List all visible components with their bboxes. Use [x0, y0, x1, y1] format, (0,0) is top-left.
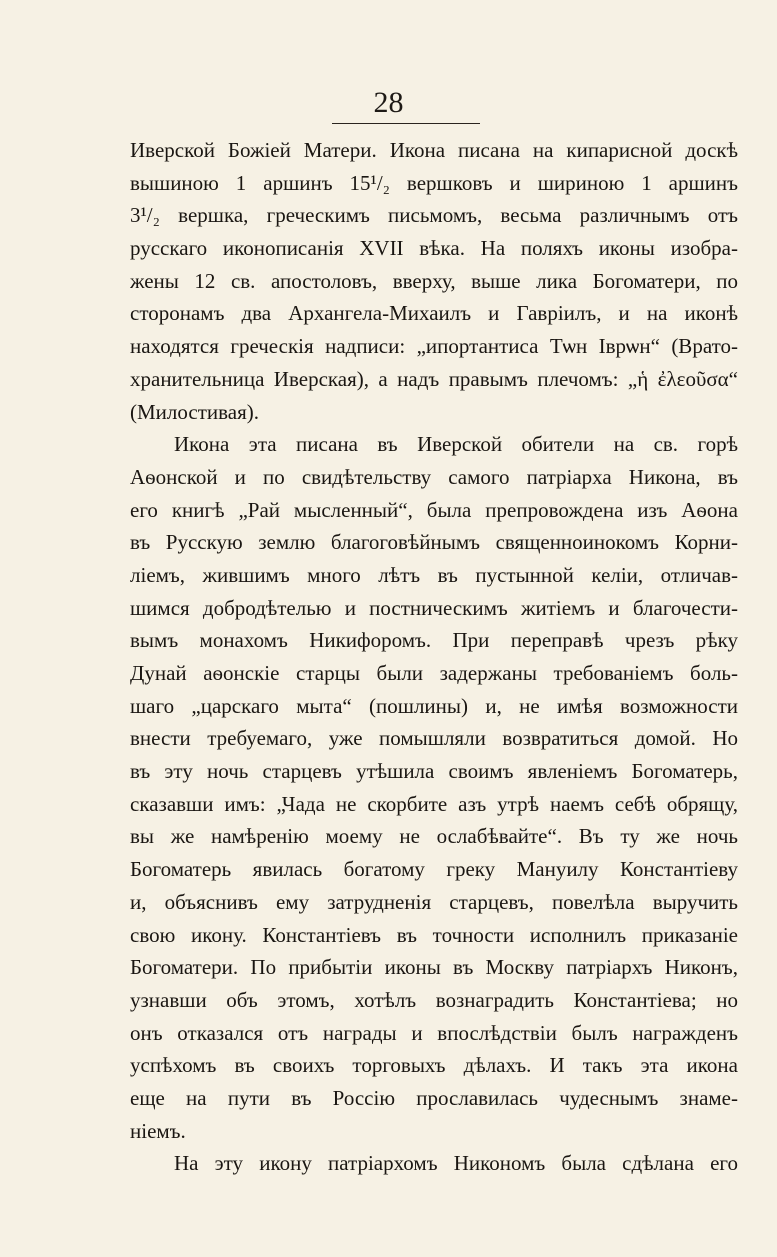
text-line: Дунай аѳонскіе старцы были задержаны требованіемъ боль-: [130, 661, 738, 685]
text-line: Богоматери. По прибытіи иконы въ Москву патріархъ Никонъ,: [130, 955, 738, 980]
text-line: шимся добродѣтелью и постническимъ житіемъ и благочести-: [130, 595, 738, 620]
text-line: 3¹/₂ вершка, греческимъ письмомъ, весьма различнымъ отъ: [130, 203, 738, 228]
text-line: хранительница Иверская), а надъ правымъ плечомъ: „ἡ ἐλεοῦσα“: [130, 366, 738, 391]
page-number: 28: [373, 86, 404, 119]
text-line: еще на пути въ Россію прославилась чудеснымъ знаме-: [130, 1085, 738, 1110]
text-line: Икона эта писана въ Иверской обители на св. горѣ: [174, 432, 738, 457]
text-line: вымъ монахомъ Никифоромъ. При переправѣ чрезъ рѣку: [130, 628, 738, 653]
text-line: Богоматерь явилась богатому греку Мануилу Константіеву: [130, 857, 738, 882]
text-line: сторонамъ два Архангела-Михаилъ и Гавріилъ, и на иконѣ: [130, 301, 738, 326]
text-line: вышиною 1 аршинъ 15¹/₂ вершковъ и шириною 1 аршинъ: [130, 170, 738, 195]
text-line: находятся греческія надписи: „ипортантиса Тѡн Іврѡн“ (Врато-: [130, 334, 738, 359]
text-line: въ эту ночь старцевъ утѣшила своимъ явленіемъ Богоматерь,: [130, 759, 738, 784]
text-line: вы же намѣренію моему не ослабѣвайте“. Въ ту же ночь: [130, 824, 738, 849]
text-line: успѣхомъ въ своихъ торговыхъ дѣлахъ. И такъ эта икона: [130, 1053, 738, 1078]
text-line: свою икону. Константіевъ въ точности исполнилъ приказаніе: [130, 922, 738, 947]
text-line: русскаго иконописанія XVII вѣка. На поляхъ иконы изобра-: [130, 236, 738, 261]
text-line: сказавши имъ: „Чада не скорбите азъ утрѣ наемъ себѣ обрящу,: [130, 791, 738, 816]
text-line: внести требуемаго, уже помышляли возвратиться домой. Но: [130, 726, 738, 751]
text-line: На эту икону патріархомъ Никономъ была сдѣлана его: [174, 1151, 738, 1176]
text-line: жены 12 св. апостоловъ, вверху, выше лика Богоматери, по: [130, 268, 738, 293]
page-number-rule: [332, 123, 480, 124]
text-line: и, объяснивъ ему затрудненія старцевъ, повелѣла выручить: [130, 889, 738, 914]
text-line: Иверской Божіей Матери. Икона писана на кипарисной доскѣ: [130, 138, 738, 162]
text-body: [130, 134, 738, 1180]
text-line: шаго „царскаго мыта“ (пошлины) и, не имѣя возможности: [130, 693, 738, 718]
text-line: въ Русскую землю благоговѣйнымъ священноинокомъ Корни-: [130, 530, 738, 555]
text-line: (Милостивая).: [130, 399, 260, 424]
text-line: узнавши объ этомъ, хотѣлъ вознаградить Константіева; но: [130, 987, 738, 1012]
text-line: Аѳонской и по свидѣтельству самого патріарха Никона, въ: [130, 464, 738, 489]
text-line: ніемъ.: [130, 1118, 186, 1143]
text-line: его книгѣ „Рай мысленный“, была препровождена изъ Аѳона: [130, 497, 738, 522]
text-line: ліемъ, жившимъ много лѣтъ въ пустынной келіи, отличав-: [130, 562, 738, 587]
text-line: онъ отказался отъ награды и впослѣдствіи былъ награжденъ: [130, 1020, 738, 1045]
